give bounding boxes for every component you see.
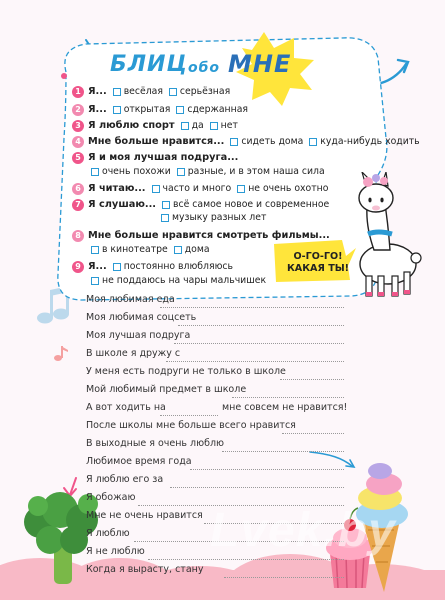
- question-label: Мне больше нравится смотреть фильмы...: [88, 230, 330, 241]
- fill-line-dislike-going[interactable]: [86, 402, 348, 417]
- checkbox[interactable]: [113, 106, 121, 114]
- bubble-line-2: КАКАЯ ТЫ!: [286, 263, 350, 274]
- option-label: сидеть дома: [241, 136, 304, 147]
- fill-line-school-friends[interactable]: [86, 348, 344, 363]
- small-music-note-icon: [54, 346, 68, 361]
- question-number: 3: [72, 120, 84, 132]
- question-label: Я слушаю...: [88, 199, 157, 210]
- option-label: открытая: [123, 104, 171, 115]
- fill-line-label: Когда я вырасту, стану: [86, 564, 204, 575]
- speech-bubble-text: [280, 251, 356, 275]
- fill-line-label: Моя лучшая подруга: [86, 330, 191, 341]
- fill-line-label: Моя любимая еда: [86, 294, 175, 305]
- fill-line-after-school[interactable]: [86, 420, 344, 435]
- fill-line-favorite-social[interactable]: [86, 312, 344, 327]
- question-number: 9: [72, 261, 84, 273]
- question-label: Я читаю...: [88, 183, 146, 194]
- option-label: не очень охотно: [248, 183, 329, 194]
- quiz-question-9-options: [88, 275, 266, 286]
- title-word-about: обо: [188, 60, 221, 76]
- fill-line-label: А вот ходить на: [86, 402, 166, 413]
- checkbox[interactable]: [181, 122, 189, 130]
- option-label: серьёзная: [179, 86, 231, 97]
- question-number: 6: [72, 183, 84, 195]
- question-label: Я люблю спорт: [88, 120, 175, 131]
- title-word-me: МНЕ: [228, 50, 292, 78]
- checkbox[interactable]: [91, 168, 99, 176]
- quiz-question-7: [72, 198, 329, 211]
- checkbox[interactable]: [113, 88, 121, 96]
- bubble-line-1: О-ГО-ГО!: [293, 251, 343, 262]
- option-label: весёлая: [123, 86, 163, 97]
- fill-line-label: Любимое время года: [86, 456, 192, 467]
- checkbox[interactable]: [174, 246, 182, 254]
- question-label: Я...: [88, 86, 107, 97]
- checkbox[interactable]: [177, 168, 185, 176]
- checkbox[interactable]: [176, 106, 184, 114]
- checkbox[interactable]: [309, 138, 317, 146]
- quiz-question-8-options: [88, 244, 210, 255]
- option-label: постоянно влюбляюсь: [123, 261, 233, 272]
- fill-line-favorite-food[interactable]: [86, 294, 344, 309]
- option-label: разные, и в этом наша сила: [187, 166, 325, 177]
- checkbox[interactable]: [161, 214, 169, 222]
- quiz-question-5: [72, 151, 238, 164]
- checkbox[interactable]: [230, 138, 238, 146]
- question-number: 1: [72, 86, 84, 98]
- fill-line-label: У меня есть подруги не только в школе: [86, 366, 286, 377]
- fill-line-favorite-season[interactable]: [86, 456, 344, 471]
- fill-line-label: Мой любимый предмет в школе: [86, 384, 247, 395]
- checkbox[interactable]: [169, 88, 177, 96]
- llama-illustration: [346, 172, 424, 302]
- question-number: 2: [72, 104, 84, 116]
- question-label: Я и моя лучшая подруга...: [88, 152, 239, 163]
- question-label: Мне больше нравится...: [88, 136, 225, 147]
- question-label: Я...: [88, 261, 107, 272]
- question-label: Я...: [88, 104, 107, 115]
- option-label: да: [191, 120, 204, 131]
- quiz-question-6: [72, 182, 328, 195]
- option-label: дома: [184, 244, 210, 255]
- quiz-question-2: [72, 103, 248, 116]
- fill-line-suffix: мне совсем не нравится!: [222, 402, 348, 413]
- option-label: очень похожи: [102, 166, 171, 177]
- option-label: всё самое новое и современное: [173, 199, 330, 210]
- quiz-question-5-options: [88, 166, 325, 177]
- option-label: часто и много: [162, 183, 232, 194]
- checkbox[interactable]: [162, 201, 170, 209]
- fill-line-label: В выходные я очень люблю: [86, 438, 225, 449]
- quiz-question-4: [72, 135, 420, 148]
- fill-line-other-friends[interactable]: [86, 366, 344, 381]
- fill-line-label: После школы мне больше всего нравится: [86, 420, 296, 431]
- title-word-blitz: БЛИЦ: [110, 52, 188, 77]
- fill-line-when-grow-up[interactable]: [86, 564, 344, 579]
- fill-line-label: В школе я дружу с: [86, 348, 181, 359]
- checkbox[interactable]: [152, 185, 160, 193]
- question-number: 4: [72, 136, 84, 148]
- fill-line-label: Я люблю его за: [86, 474, 164, 485]
- question-number: 5: [72, 152, 84, 164]
- quiz-question-3: [72, 119, 238, 132]
- quiz-question-9: [72, 260, 233, 273]
- fill-line-label: Я обожаю: [86, 492, 136, 503]
- option-label: не поддаюсь на чары мальчишек: [102, 275, 267, 286]
- checkbox[interactable]: [91, 246, 99, 254]
- fill-line-label: Моя любимая соцсеть: [86, 312, 197, 323]
- quiz-question-1: [72, 85, 230, 98]
- option-label: музыку разных лет: [172, 212, 267, 223]
- quiz-question-7-options: [158, 212, 266, 223]
- watermark: Lvek.by: [210, 504, 396, 557]
- fill-line-label: Я не люблю: [86, 546, 145, 557]
- option-label: сдержанная: [187, 104, 249, 115]
- checkbox[interactable]: [210, 122, 218, 130]
- checkbox[interactable]: [237, 185, 245, 193]
- fill-line-weekends[interactable]: [86, 438, 344, 453]
- fill-line-favorite-subject[interactable]: [86, 384, 344, 399]
- question-number: 7: [72, 199, 84, 211]
- question-number: 8: [72, 230, 84, 242]
- fill-line-label: Я люблю: [86, 528, 130, 539]
- fill-line-love-him-for[interactable]: [86, 474, 344, 489]
- fill-line-label: Мне не очень нравится: [86, 510, 203, 521]
- checkbox[interactable]: [113, 263, 121, 271]
- option-label: нет: [220, 120, 238, 131]
- option-label: в кинотеатре: [102, 244, 168, 255]
- fill-line-best-friend[interactable]: [86, 330, 344, 345]
- option-label: куда-нибудь ходить: [320, 136, 420, 147]
- checkbox[interactable]: [91, 277, 99, 285]
